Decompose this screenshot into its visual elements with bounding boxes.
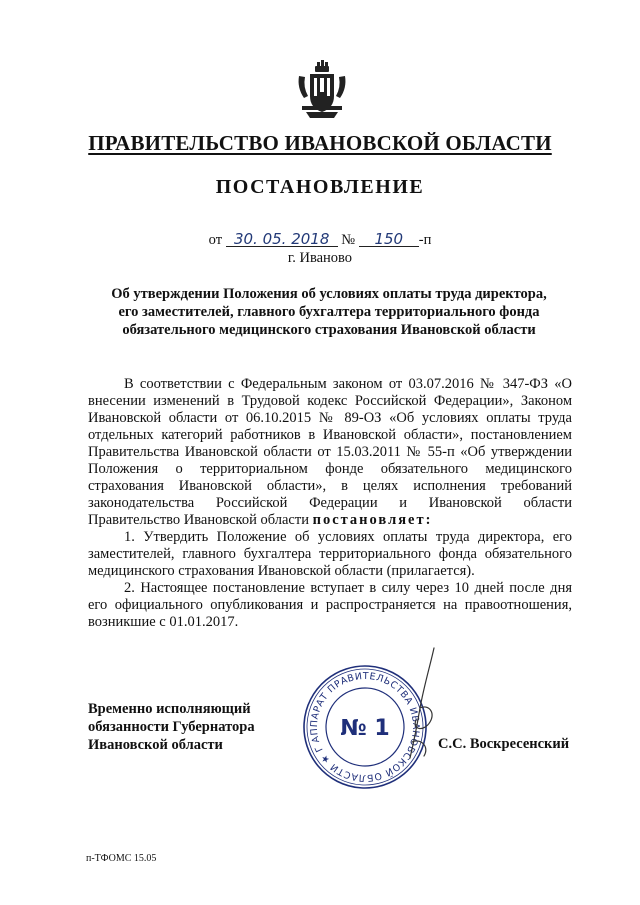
handwritten-date: 30. 05. 2018 — [226, 232, 338, 247]
stamp-number: № 1 — [340, 716, 390, 741]
date-number-line — [0, 232, 640, 249]
number-label: № — [341, 232, 356, 248]
stamp-ring-text: АППАРАТ ПРАВИТЕЛЬСТВА ИВАНОВСКОЙ ОБЛАСТИ ★ ГЛАВНОЕ — [308, 670, 422, 784]
number-suffix: -п — [418, 232, 432, 248]
signatory-title — [88, 700, 255, 754]
title-line: Об утверждении Положения об условиях оплаты труда директора, — [111, 286, 547, 302]
handwritten-number: 150 — [359, 232, 419, 247]
title-line: обязательного медицинского страхования Ивановской области — [122, 322, 536, 338]
signatory-title-line: обязанности Губернатора — [88, 719, 255, 735]
title-line: его заместителей, главного бухгалтера территориального фонда — [118, 304, 540, 320]
date-prefix: от — [208, 232, 223, 248]
preamble-paragraph — [88, 376, 572, 529]
coat-of-arms-icon — [296, 60, 348, 120]
organization-title: ПРАВИТЕЛЬСТВО ИВАНОВСКОЙ ОБЛАСТИ — [88, 131, 552, 155]
item-1: 1. Утвердить Положение об условиях оплаты труда директора, его заместителей, главного бухгалтера территориального фонда обязательного медицинского страхования Ивановской области (прилагается). — [88, 529, 572, 579]
document-type: ПОСТАНОВЛЕНИЕ — [215, 176, 425, 198]
signatory-name: С.С. Воскресенский — [438, 736, 570, 752]
preamble-text: В соответствии с Федеральным законом от 03.07.2016 № 347-ФЗ «О внесении изменений в Трудовой кодекс Российской Федерации», Законом Ивановской области от 06.10.2015 № 89-ОЗ «Об условиях оплаты труда отдельных категорий работников в Ивановской области», постановлением Правительства Ивановской области от 15.03.2011 № 55-п «Об утверждении Положения о территориальном фонде обязательного медицинского страхования Ивановской области», в целях исполнения требований законодательства Российской Федерации и Ивановской области Правительство Ивановской области — [88, 376, 572, 528]
footer-code: п-ТФОМС 15.05 — [86, 853, 157, 864]
document-body — [88, 376, 572, 631]
signatory-title-line: Временно исполняющий — [88, 701, 251, 717]
resolves-keyword: постановляет: — [312, 512, 433, 528]
item-2: 2. Настоящее постановление вступает в силу через 10 дней после дня его официального опубликования и распространяется на правоотношения, возникшие с 01.01.2017. — [88, 580, 572, 630]
document-title — [90, 285, 568, 339]
signatory-title-line: Ивановской области — [88, 737, 223, 753]
city: г. Иваново — [287, 250, 353, 266]
